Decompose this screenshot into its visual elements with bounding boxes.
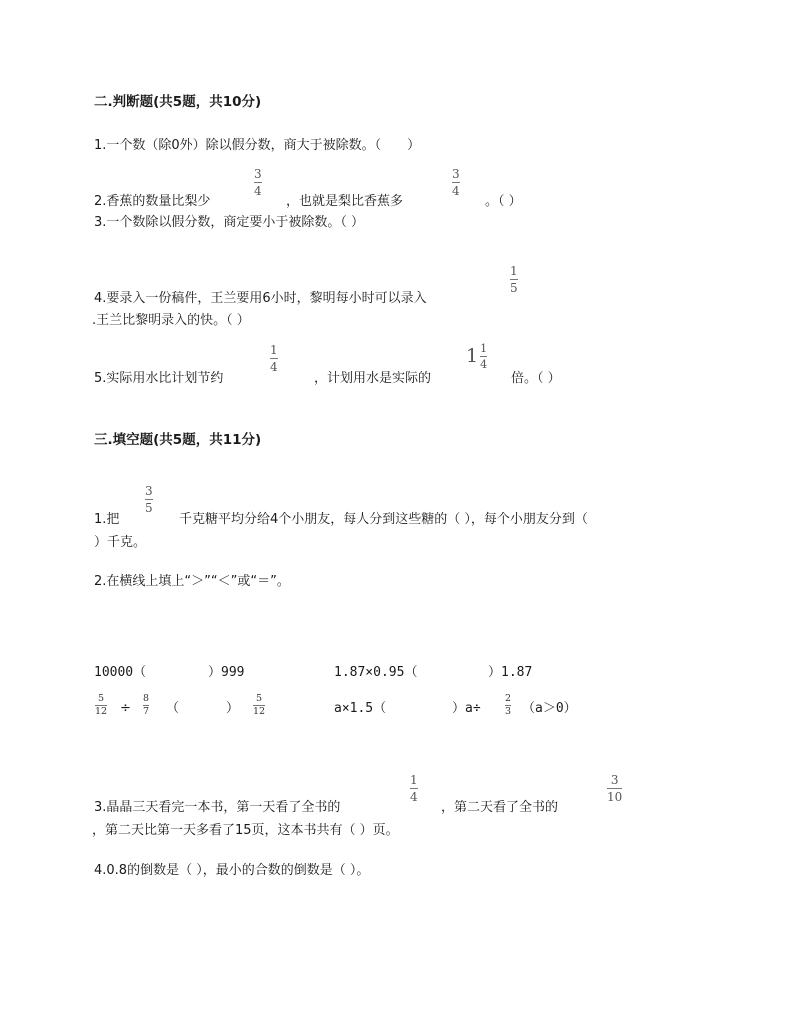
fraction-numerator: 2 <box>505 693 512 704</box>
question-2-1: 1.一个数（除0外）除以假分数，商大于被除数。（ ） <box>94 138 421 153</box>
fraction-one-fifth <box>510 265 518 294</box>
fraction-denominator: 4 <box>410 790 418 804</box>
compare-2-left: 1.87×0.95（ <box>334 665 418 680</box>
question-3-3-part-a: 3.晶晶三天看完一本书，第一天看了全书的 <box>94 800 341 815</box>
compare-1-left: 10000（ <box>94 665 147 680</box>
question-3-3-part-c: ，第二天比第一天多看了15页，这本书共有（ ）页。 <box>92 823 399 838</box>
question-3-1-part-c: ）千克。 <box>94 535 147 550</box>
fraction-denominator: 10 <box>607 790 623 804</box>
fraction-eight-sevenths <box>143 694 149 716</box>
question-3-3-part-b: ，第二天看了全书的 <box>441 800 559 815</box>
question-2-2-part-c: 。（ ） <box>485 194 522 209</box>
fraction-denominator: 7 <box>143 705 150 717</box>
divide-sign: ÷ <box>120 701 131 716</box>
section-2-heading: 二.判断题(共5题，共10分) <box>94 94 262 110</box>
compare-2-right: ）1.87 <box>488 665 533 680</box>
fraction-numerator: 1 <box>510 264 518 278</box>
fraction-numerator: 3 <box>254 167 262 181</box>
fraction-denominator: 3 <box>505 705 512 717</box>
compare-3-paren-left: （ <box>166 701 180 716</box>
question-2-3: 3.一个数除以假分数，商定要小于被除数。（ ） <box>94 215 365 230</box>
fraction-denominator: 5 <box>510 281 518 295</box>
fraction-numerator: 5 <box>98 693 105 704</box>
question-2-5-part-b: ，计划用水是实际的 <box>314 371 432 386</box>
fraction-numerator: 3 <box>145 484 153 498</box>
fraction-five-twelfths <box>95 694 107 716</box>
fraction-numerator: 3 <box>610 773 619 787</box>
compare-4-right: （a＞0） <box>522 701 577 716</box>
fraction-denominator: 12 <box>95 705 108 717</box>
fraction-numerator: 5 <box>256 693 263 704</box>
fraction-one-quarter <box>270 344 278 373</box>
compare-4-left: a×1.5（ <box>334 701 387 716</box>
question-2-5-part-a: 5.实际用水比计划节约 <box>94 371 224 386</box>
section-3-heading: 三.填空题(共5题，共11分) <box>94 432 262 448</box>
question-2-4-part-a: 4.要录入一份稿件，王兰要用6小时，黎明每小时可以录入 <box>94 291 427 306</box>
fraction-denominator: 12 <box>253 705 266 717</box>
fraction-denominator: 4 <box>452 184 460 198</box>
fraction-denominator: 5 <box>145 501 153 515</box>
fraction-three-tenths <box>607 774 622 803</box>
question-2-5-part-c: 倍。（ ） <box>511 371 561 386</box>
fraction-denominator: 4 <box>270 360 278 374</box>
fraction-numerator: 3 <box>452 167 460 181</box>
fraction-three-quarters <box>452 168 460 197</box>
mixed-number-one-and-quarter <box>466 343 487 370</box>
mixed-whole: 1 <box>466 345 479 367</box>
fraction-numerator: 1 <box>270 343 278 357</box>
fraction-denominator: 4 <box>254 184 262 198</box>
question-3-1-part-b: 千克糖平均分给4个小朋友，每人分到这些糖的（ ），每个小朋友分到（ <box>179 512 588 527</box>
question-3-2: 2.在横线上填上“＞”“＜”或“＝”。 <box>94 574 290 589</box>
fraction-numerator: 1 <box>480 342 488 355</box>
fraction-numerator: 1 <box>410 773 418 787</box>
fraction-two-thirds <box>505 694 511 716</box>
question-2-4-part-b: .王兰比黎明录入的快。（ ） <box>92 313 250 328</box>
question-2-2-part-b: ，也就是梨比香蕉多 <box>286 194 404 209</box>
fraction-three-quarters <box>254 168 262 197</box>
fraction-numerator: 8 <box>143 693 150 704</box>
question-2-2-part-a: 2.香蕉的数量比梨少 <box>94 194 211 209</box>
fraction-denominator: 4 <box>480 358 488 371</box>
question-3-4: 4.0.8的倒数是（ ），最小的合数的倒数是（ ）。 <box>94 863 370 878</box>
fraction-one-quarter <box>410 774 418 803</box>
fraction-three-fifths <box>145 485 153 514</box>
compare-4-middle: ）a÷ <box>452 701 481 716</box>
question-3-1-part-a: 1.把 <box>94 512 120 527</box>
compare-3-paren-right: ） <box>226 701 240 716</box>
compare-1-right: ）999 <box>208 665 245 680</box>
fraction-five-twelfths <box>253 694 265 716</box>
